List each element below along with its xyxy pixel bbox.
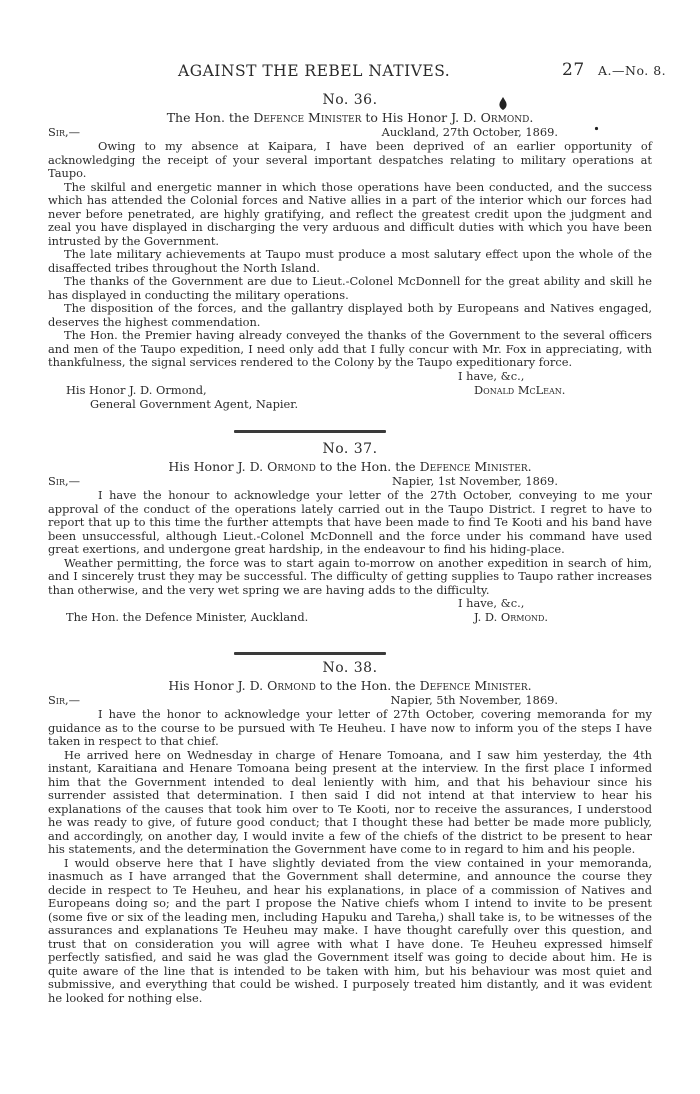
salutation: Sir,— [48,693,80,707]
section-divider [234,430,386,433]
letter-caption: His Honor J. D. Ormond to the Hon. the Defence Minister. [168,677,532,693]
salutation: Sir,— [48,474,80,488]
document-reference: A.—No. 8. [598,63,667,78]
paragraph: I would observe here that I have slightly deviated from the view contained in your memoranda, inasmuch as I have arranged that the Government shall determine, and announce the course they decide in respect to Te Heuheu, and hear his explanations, in place of a commission of Natives and Europeans doing so; and the part I propose the Native chiefs whom I intend to invite to be present (some five or six of the leading men, including Hapuku and Tareha,) shall take is, to be witnesses of the assurances and explanations Te Heuheu may make. I have thought carefully over this question, and trust that on consideration you will agree with what I have done. Te Heuheu expressed himself perfectly satisfied, and said he was glad the Government itself was going to decide about him. He is quite aware of the line that is intended to be taken with him, but his behaviour was most quiet and submissive, and everything that could be wished. I purposely treated him distantly, and it was evident he looked for nothing else. [48,855,652,1005]
paragraph: The late military achievements at Taupo must produce a most salutary effect upon the whole of the disaffected tribes throughout the North Island. [48,247,652,275]
paragraph: The disposition of the forces, and the gallantry displayed both by Europeans and Natives engaged, deserves the highest commendation. [48,301,652,329]
dateline: Napier, 5th November, 1869. [390,693,558,707]
addressee: His Honor J. D. Ormond, [66,382,207,397]
closing: I have, &c., [458,596,525,610]
dateline: Auckland, 27th October, 1869. [381,125,558,139]
page-number: 27 [562,60,585,80]
letter-38 [48,662,652,1005]
signature-line [48,384,652,398]
letter-caption: The Hon. the Defence Minister to His Honor J. D. Ormond. [166,109,534,125]
signature-line [48,611,652,625]
paragraph: The skilful and energetic manner in which those operations have been conducted, and the success which has attended the Colonial forces and Native allies in a part of the interior which our forces had never before penetrated, are highly gratifying, and reflect the greatest credit upon the judgment and zeal you have displayed in discharging the very arduous and difficult duties with which you have been intrusted by the Government. [48,179,652,248]
letter-number: No. 37. [322,441,378,457]
paragraph: I have the honour to acknowledge your letter of the 27th October, conveying to me your approval of the conduct of the operations lately carried out in the Taupo District. I regret to have to report that up to this time the further attempts that have been made to find Te Kooti and his band have been unsuccessful, although Lieut.-Colonel McDonnell and the force under his command have used great exertions, and undergone great hardship, in the endeavour to find his hiding-place. [48,488,652,556]
salutation-line [48,126,652,140]
addressee-line-2: General Government Agent, Napier. [90,396,299,411]
salutation-line [48,694,652,708]
letter-caption: His Honor J. D. Ormond to the Hon. the Defence Minister. [168,458,532,474]
signature: J. D. Ormond. [474,610,549,624]
salutation: Sir,— [48,125,80,139]
paragraph: The thanks of the Government are due to Lieut.-Colonel McDonnell for the great ability and skill he has displayed in conducting the military operations. [48,274,652,302]
closing: I have, &c., [458,368,525,383]
paragraph: Owing to my absence at Kaipara, I have been deprived of an earlier opportunity of acknowledging the receipt of your several important despatches relating to military operations at Taupo. [48,139,652,180]
header-title: AGAINST THE REBEL NATIVES. [178,62,451,80]
running-header [0,62,700,82]
letter-number: No. 38. [322,660,378,676]
paragraph: Weather permitting, the force was to start again to-morrow on another expedition in search of him, and I sincerely trust they may be successful. The difficulty of getting supplies to Taupo rather increases than otherwise, and the very wet spring we are having adds to the difficulty. [48,555,652,597]
letter-36 [48,94,652,411]
paragraph: I have the honor to acknowledge your letter of 27th October, covering memoranda for my guidance as to the course to be pursued with Te Heuheu. I have now to inform you of the steps I have taken in respect to that chief. [48,707,652,748]
salutation-line [48,475,652,489]
section-divider [234,652,386,655]
paragraph: He arrived here on Wednesday in charge of Henare Tomoana, and I saw him yesterday, the 4th instant, Karaitiana and Henare Tomoana being present at the interview. In the first place I informed him that the Government intended to deal leniently with him, and that his behaviour since his surrender assisted that determination. I then said I did not intend at that interview to hear his explanations of the causes that took him over to Te Kooti, nor to receive the assurances, I understood he was ready to give, of future good conduct; that I thought these had better be made more publicly, and accordingly, on another day, I would invite a few of the chiefs of the district to be present to hear his statements, and the determination the Government have come to in regard to him and his people. [48,747,652,856]
letter-number: No. 36. [322,92,378,108]
signature: Donald McLean. [474,382,566,397]
letter-37 [48,443,652,625]
addressee: The Hon. the Defence Minister, Auckland. [66,610,309,624]
paragraph: The Hon. the Premier having already conveyed the thanks of the Government to the several officers and men of the Taupo expedition, I need only add that I fully concur with Mr. Fox in appreciating, with thankfulness, the signal services rendered to the Colony by the Taupo expeditionary force. [48,328,652,369]
closing-line [48,597,652,611]
closing-line [48,370,652,384]
dateline: Napier, 1st November, 1869. [391,474,558,488]
